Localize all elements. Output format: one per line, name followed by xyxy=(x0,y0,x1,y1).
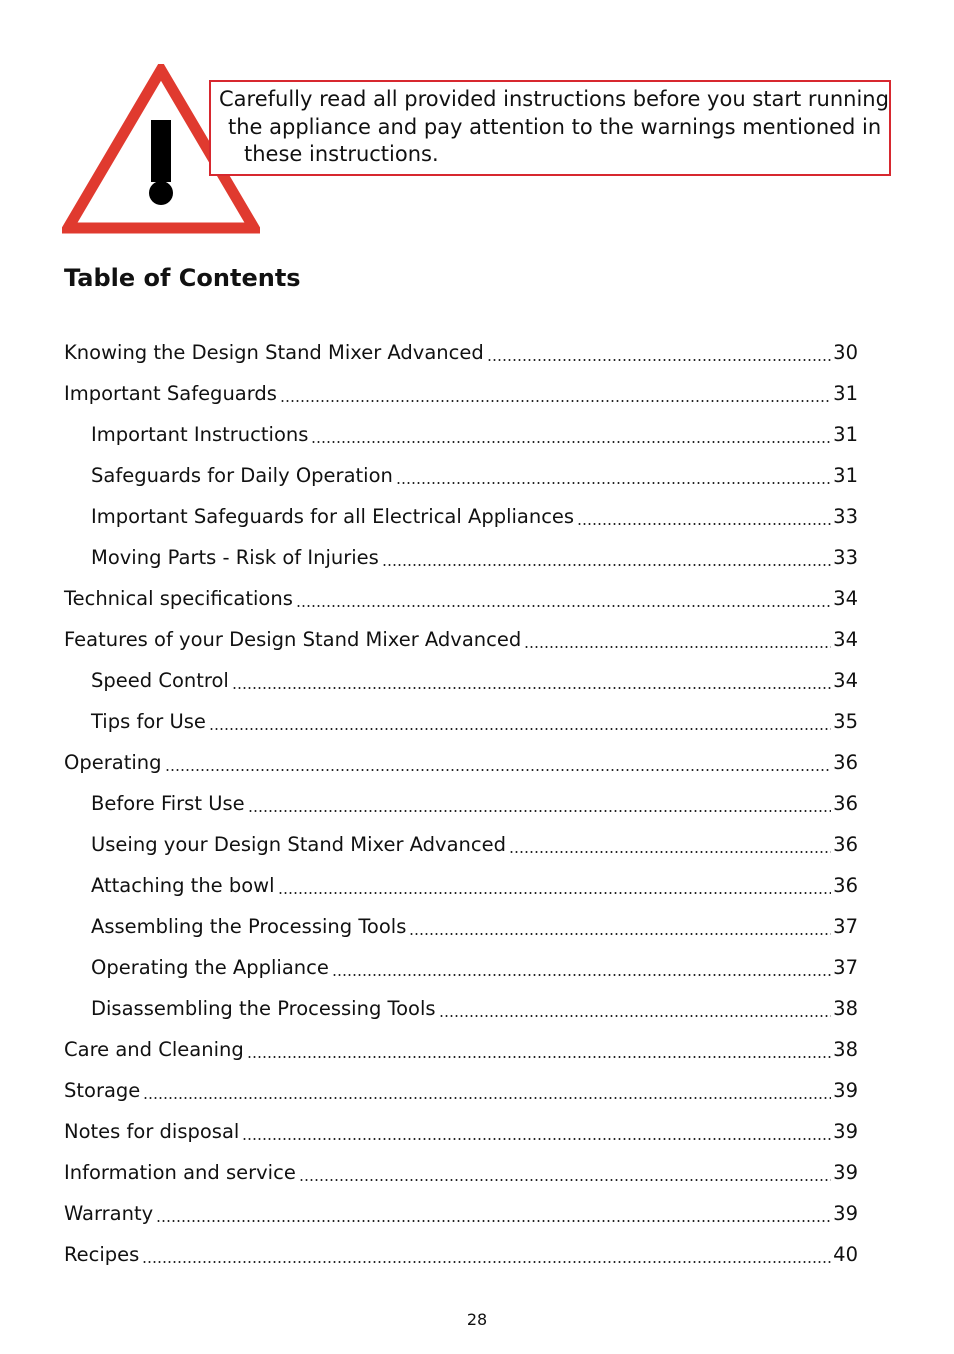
toc-entry[interactable] xyxy=(64,376,858,417)
toc-entry-page: 34 xyxy=(833,587,858,610)
toc-dot-leader xyxy=(509,851,831,853)
toc-entry[interactable] xyxy=(64,499,858,540)
toc-dot-leader xyxy=(280,400,831,402)
toc-entry[interactable] xyxy=(64,1237,858,1278)
exclamation-bar xyxy=(151,120,171,182)
toc-entry[interactable] xyxy=(64,704,858,745)
toc-dot-leader xyxy=(332,974,831,976)
toc-entry[interactable] xyxy=(64,868,858,909)
toc-dot-leader xyxy=(143,1097,831,1099)
toc-entry-page: 31 xyxy=(833,423,858,446)
toc-entry-page: 36 xyxy=(833,833,858,856)
toc-entry-label: Important Safeguards xyxy=(64,382,277,405)
toc-dot-leader xyxy=(278,892,832,894)
toc-entry-page: 40 xyxy=(833,1243,858,1266)
toc-entry-label: Safeguards for Daily Operation xyxy=(91,464,393,487)
warning-line: the appliance and pay attention to the warnings mentioned in xyxy=(228,114,882,139)
toc-entry-page: 37 xyxy=(833,915,858,938)
toc-dot-leader xyxy=(242,1138,831,1140)
toc-entry[interactable] xyxy=(64,622,858,663)
toc-dot-leader xyxy=(232,687,831,689)
toc-dot-leader xyxy=(311,441,831,443)
toc-entry-page: 34 xyxy=(833,628,858,651)
toc-entry[interactable] xyxy=(64,540,858,581)
toc-entry-label: Useing your Design Stand Mixer Advanced xyxy=(91,833,506,856)
toc-entry-page: 38 xyxy=(833,997,858,1020)
toc-dot-leader xyxy=(142,1261,831,1263)
toc-entry-label: Disassembling the Processing Tools xyxy=(91,997,436,1020)
toc-entry-page: 36 xyxy=(833,874,858,897)
toc-entry-page: 39 xyxy=(833,1120,858,1143)
toc-entry-label: Moving Parts - Risk of Injuries xyxy=(91,546,379,569)
toc-entry-label: Information and service xyxy=(64,1161,296,1184)
toc-entry-page: 39 xyxy=(833,1202,858,1225)
toc-entry[interactable] xyxy=(64,991,858,1032)
toc-entry-label: Assembling the Processing Tools xyxy=(91,915,407,938)
toc-entry[interactable] xyxy=(64,1073,858,1114)
toc-entry-label: Important Safeguards for all Electrical Appliances xyxy=(91,505,575,528)
page-number: 28 xyxy=(466,1310,488,1329)
toc-dot-leader xyxy=(165,769,832,771)
toc-entry-label: Operating the Appliance xyxy=(91,956,329,979)
warning-line: Carefully read all provided instructions before you start running xyxy=(219,87,889,111)
toc-entry[interactable] xyxy=(64,417,858,458)
toc-dot-leader xyxy=(439,1015,832,1017)
toc-entry-page: 36 xyxy=(833,792,858,815)
toc-list xyxy=(64,335,858,1278)
toc-dot-leader xyxy=(156,1220,831,1222)
warning-line: these instructions. xyxy=(244,142,439,166)
toc-entry[interactable] xyxy=(64,909,858,950)
toc-entry[interactable] xyxy=(64,950,858,991)
toc-dot-leader xyxy=(577,523,831,525)
toc-entry-label: Recipes xyxy=(64,1243,140,1266)
toc-dot-leader xyxy=(409,933,831,935)
toc-entry-page: 31 xyxy=(833,382,858,405)
warning-notice xyxy=(209,80,891,176)
toc-entry[interactable] xyxy=(64,786,858,827)
toc-entry-page: 31 xyxy=(833,464,858,487)
toc-entry-page: 34 xyxy=(833,669,858,692)
toc-entry-label: Operating xyxy=(64,751,162,774)
toc-entry-label: Tips for Use xyxy=(91,710,206,733)
toc-entry[interactable] xyxy=(64,1196,858,1237)
toc-entry-page: 33 xyxy=(833,505,858,528)
toc-entry-page: 30 xyxy=(833,341,858,364)
toc-entry[interactable] xyxy=(64,663,858,704)
toc-entry-label: Technical specifications xyxy=(64,587,293,610)
toc-entry-label: Speed Control xyxy=(91,669,229,692)
toc-entry[interactable] xyxy=(64,458,858,499)
toc-entry-page: 39 xyxy=(833,1079,858,1102)
toc-entry[interactable] xyxy=(64,745,858,786)
toc-entry-label: Attaching the bowl xyxy=(91,874,275,897)
toc-dot-leader xyxy=(296,605,831,607)
toc-entry-label: Storage xyxy=(64,1079,141,1102)
toc-entry-label: Before First Use xyxy=(91,792,245,815)
toc-entry[interactable] xyxy=(64,581,858,622)
toc-entry[interactable] xyxy=(64,335,858,376)
toc-entry[interactable] xyxy=(64,1155,858,1196)
toc-entry-label: Notes for disposal xyxy=(64,1120,240,1143)
toc-dot-leader xyxy=(524,646,831,648)
toc-entry-page: 36 xyxy=(833,751,858,774)
toc-dot-leader xyxy=(247,1056,831,1058)
toc-dot-leader xyxy=(382,564,831,566)
toc-entry-page: 35 xyxy=(833,710,858,733)
toc-entry[interactable] xyxy=(64,1032,858,1073)
toc-dot-leader xyxy=(248,810,832,812)
toc-title: Table of Contents xyxy=(64,264,301,292)
toc-entry-page: 37 xyxy=(833,956,858,979)
toc-dot-leader xyxy=(487,359,831,361)
toc-entry-page: 39 xyxy=(833,1161,858,1184)
toc-entry[interactable] xyxy=(64,827,858,868)
toc-dot-leader xyxy=(299,1179,831,1181)
toc-entry-label: Important Instructions xyxy=(91,423,309,446)
toc-entry-page: 33 xyxy=(833,546,858,569)
exclamation-dot xyxy=(149,181,173,205)
toc-entry-label: Features of your Design Stand Mixer Advanced xyxy=(64,628,522,651)
toc-entry[interactable] xyxy=(64,1114,858,1155)
toc-entry-label: Care and Cleaning xyxy=(64,1038,244,1061)
toc-entry-page: 38 xyxy=(833,1038,858,1061)
toc-dot-leader xyxy=(396,482,831,484)
toc-dot-leader xyxy=(209,728,831,730)
toc-entry-label: Knowing the Design Stand Mixer Advanced xyxy=(64,341,484,364)
toc-entry-label: Warranty xyxy=(64,1202,154,1225)
